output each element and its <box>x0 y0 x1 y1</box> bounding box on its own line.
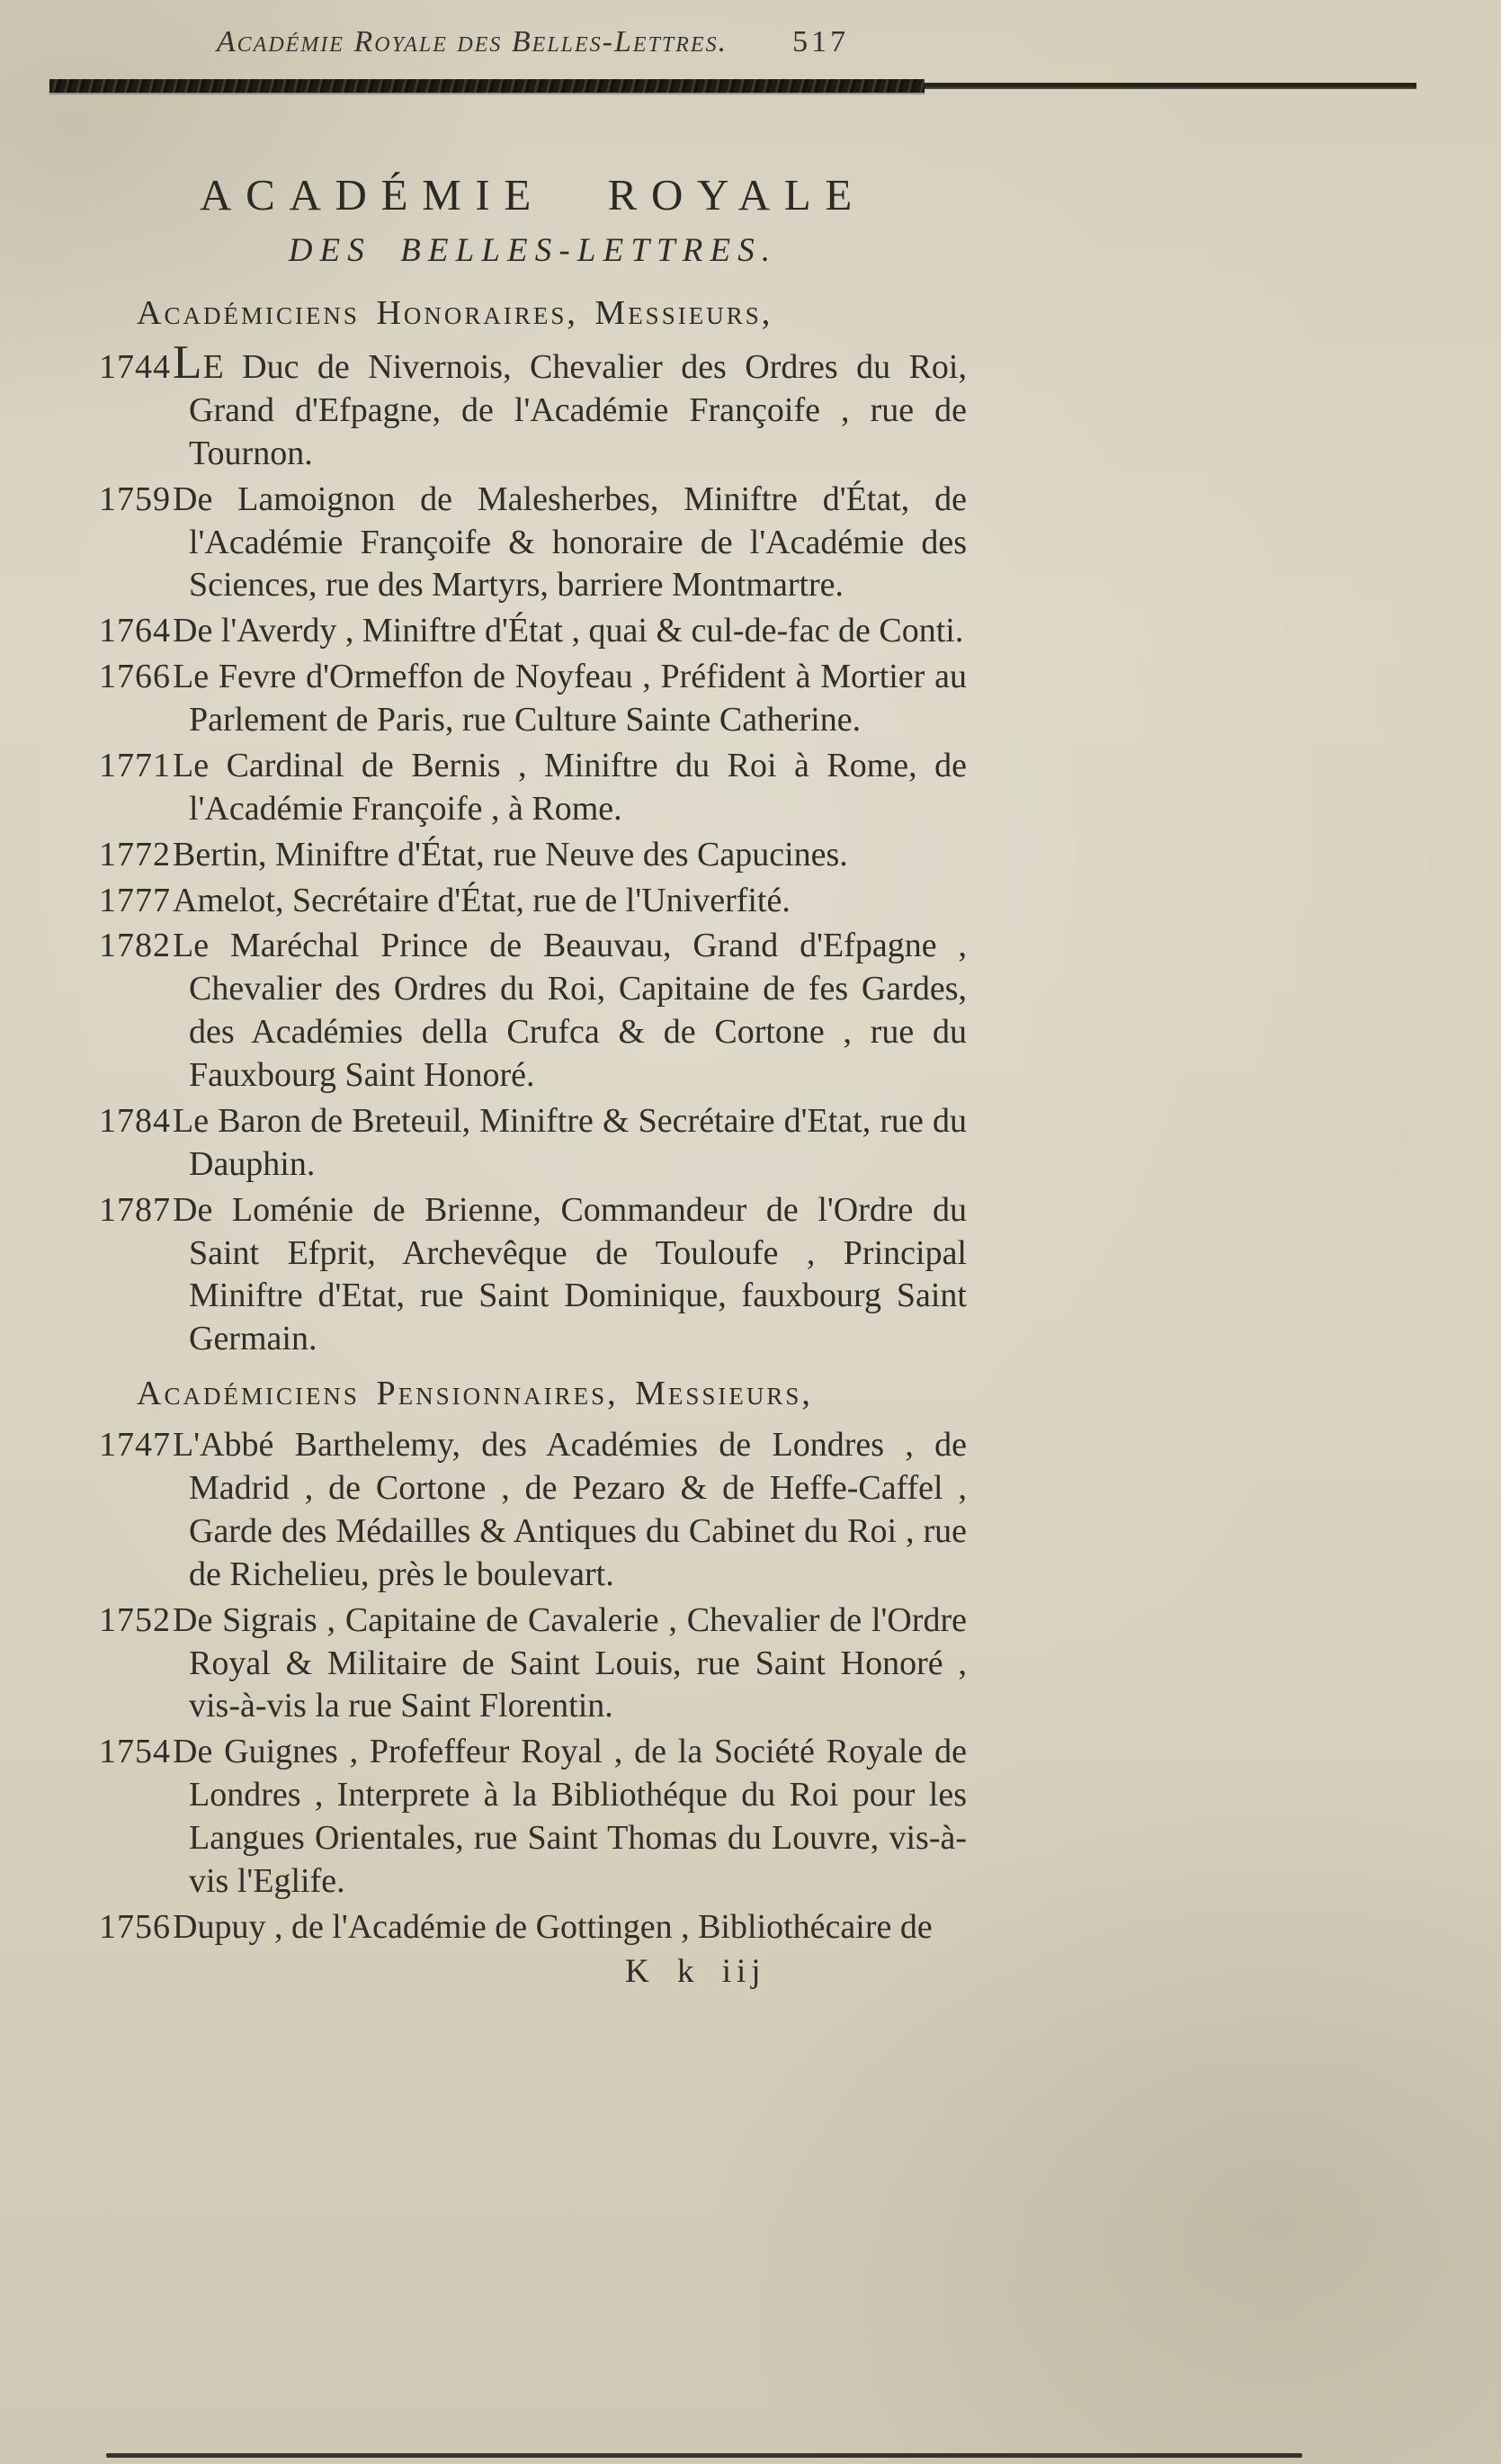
main-text-block <box>99 119 967 1991</box>
page-title: ACADÉMIE ROYALE <box>200 170 866 220</box>
directory-entry <box>99 745 967 831</box>
entry-year: 1754 <box>99 1733 171 1771</box>
directory-entry <box>99 1599 967 1729</box>
entry-text: De Loménie de Brienne, Commandeur de l'Ordre du Saint Efprit, Archevêque de Touloufe , Principal Miniftre d'Etat, rue Saint Dominique, fauxbourg Saint Germain. <box>173 1190 967 1358</box>
signature-mark: K k iij <box>625 1952 766 1990</box>
directory-entry <box>99 656 967 742</box>
directory-entry <box>99 610 967 653</box>
ornament-rule-thin <box>925 83 1416 89</box>
entry-year: 1772 <box>99 835 171 874</box>
entry-text: De Lamoignon de Malesherbes, Miniftre d'État, de l'Académie Françoife & honoraire de l'Académie des Sciences, rue des Martyrs, barriere Montmartre. <box>173 479 967 605</box>
entry-text: Amelot, Secrétaire d'État, rue de l'Univerfité. <box>173 881 791 919</box>
entry-year: 1766 <box>99 658 171 696</box>
entry-text: Bertin, Miniftre d'État, rue Neuve des Capucines. <box>173 835 848 874</box>
section-honoraires <box>99 293 967 1361</box>
entry-year: 1784 <box>99 1101 171 1140</box>
directory-entry <box>99 336 967 476</box>
entries-list <box>99 1424 967 1949</box>
entry-year: 1744 <box>99 348 171 386</box>
entry-text: De l'Averdy , Miniftre d'État , quai & cul-de-fac de Conti. <box>173 612 964 650</box>
entry-text: De Sigrais , Capitaine de Cavalerie , Chevalier de l'Ordre Royal & Militaire de Saint Louis, rue Saint Honoré , vis-à-vis la rue Saint Florentin. <box>173 1600 967 1725</box>
directory-entry <box>99 1731 967 1904</box>
directory-entry <box>99 925 967 1098</box>
entry-year: 1759 <box>99 479 171 518</box>
directory-entry <box>99 479 967 608</box>
page-number: 517 <box>792 25 850 58</box>
ornament-rule-thick <box>49 79 925 93</box>
directory-entry <box>99 1189 967 1362</box>
text-block <box>99 25 967 68</box>
scan-edge-line <box>106 2453 1302 2458</box>
ornament-rule <box>49 79 1416 93</box>
entry-year: 1756 <box>99 1907 171 1946</box>
entry-text: Le Cardinal de Bernis , Miniftre du Roi à Rome, de l'Académie Françoife , à Rome. <box>173 746 967 828</box>
directory-entry <box>99 880 967 923</box>
entry-year: 1782 <box>99 927 171 965</box>
entries-list <box>99 336 967 1361</box>
entry-initial: L <box>173 336 203 389</box>
section-heading: Académiciens Pensionnaires, Messieurs, <box>137 1375 813 1413</box>
section-pensionnaires <box>99 1374 967 1949</box>
entry-year: 1771 <box>99 746 171 784</box>
entry-text: De Guignes , Profeffeur Royal , de la Société Royale de Londres , Interprete à la Bibliothéque du Roi pour les Langues Orientales, rue Saint Thomas du Louvre, vis-à-vis l'Eglife. <box>173 1733 967 1900</box>
entry-year: 1747 <box>99 1426 171 1465</box>
entry-year: 1752 <box>99 1600 171 1639</box>
section-heading: Académiciens Honoraires, Messieurs, <box>137 294 773 332</box>
entry-year: 1777 <box>99 881 171 919</box>
entry-text: E Duc de Nivernois, Chevalier des Ordres du Roi, Grand d'Efpagne, de l'Académie Françoife , rue de Tournon. <box>189 348 967 472</box>
entry-year: 1787 <box>99 1190 171 1229</box>
entry-text: L'Abbé Barthelemy, des Académies de Londres , de Madrid , de Cortone , de Pezaro & de Heffe-Caffel , Garde des Médailles & Antiques du Cabinet du Roi , rue de Richelieu, près le boulevart. <box>173 1426 967 1593</box>
running-header <box>99 25 967 68</box>
directory-entry <box>99 1906 967 1949</box>
entry-text: Le Baron de Breteuil, Miniftre & Secrétaire d'Etat, rue du Dauphin. <box>173 1101 967 1183</box>
entry-text: Le Fevre d'Ormeffon de Noyfeau , Préfident à Mortier au Parlement de Paris, rue Culture Sainte Catherine. <box>173 658 967 739</box>
entry-text: Le Maréchal Prince de Beauvau, Grand d'Efpagne , Chevalier des Ordres du Roi, Capitaine de fes Gardes, des Académies della Crufca & de Cortone , rue du Fauxbourg Saint Honoré. <box>173 927 967 1094</box>
directory-entry <box>99 1424 967 1597</box>
entry-text: Dupuy , de l'Académie de Gottingen , Bibliothécaire de <box>173 1907 933 1946</box>
page-subtitle: DES BELLES-LETTRES. <box>288 232 778 269</box>
running-header-title: Académie Royale des Belles-Lettres. <box>216 25 728 58</box>
entry-year: 1764 <box>99 612 171 650</box>
directory-entry <box>99 1100 967 1187</box>
directory-entry <box>99 834 967 877</box>
